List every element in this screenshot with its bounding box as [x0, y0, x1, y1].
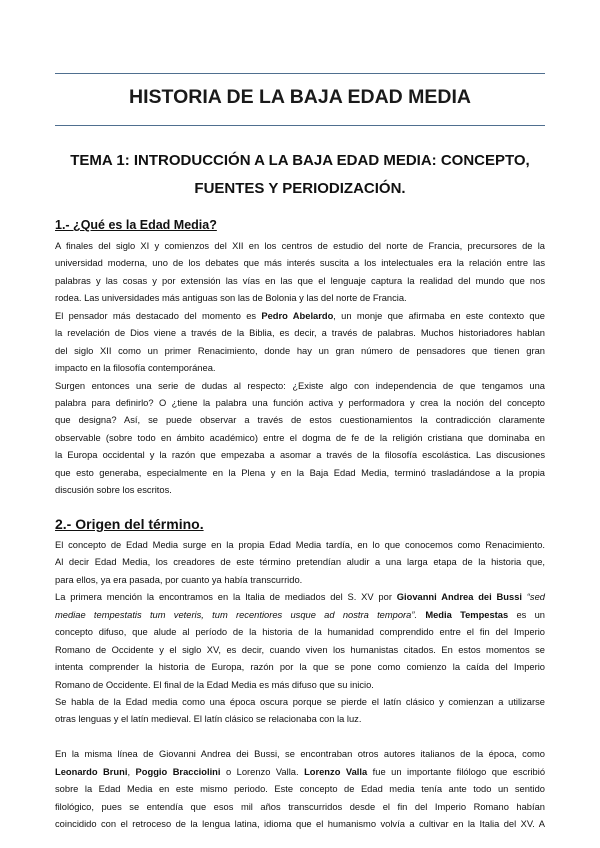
bold-text: Pedro Abelardo: [261, 310, 334, 321]
text-line: [55, 537, 545, 554]
text-run: intenta comprender la historia de Europa, razón por la que se pone como comienzo la caída del Imperio: [55, 662, 545, 673]
text-line: [55, 554, 545, 571]
blank-line: [55, 729, 545, 746]
document-title: HISTORIA DE LA BAJA EDAD MEDIA: [129, 86, 471, 108]
text-line: [55, 378, 545, 395]
title-top-rule: [55, 73, 545, 74]
text-run: palabras y las cosas y por extensión las vías en las que el lenguaje captura la realidad del mundo que nos: [55, 275, 545, 286]
text-line: [55, 711, 545, 728]
text-line: [55, 589, 545, 606]
topic-title: [60, 147, 540, 203]
text-line: [55, 624, 545, 641]
bold-text: Media Tempestas: [425, 609, 509, 620]
text-line: [55, 781, 545, 798]
text-line: [55, 343, 545, 360]
text-run: Romano de Occidente. El final de la Edad Media es más difuso que su inicio.: [55, 679, 374, 690]
italic-text: “sed: [521, 592, 545, 603]
paragraph: [55, 308, 545, 378]
text-line: [55, 764, 545, 781]
text-line: [55, 677, 545, 694]
text-run: , un monje que afirmaba en este contexto que: [333, 310, 545, 321]
text-line: [55, 412, 545, 429]
bold-text: Giovanni Andrea dei Bussi: [396, 592, 522, 603]
text-run: observable (sobre todo en ámbito académico) entre el dogma de fe de la religión cristiana que dominaba en: [55, 432, 545, 443]
paragraph: [55, 378, 545, 500]
text-run: Al decir Edad Media, los creadores de este término pretendían aludir a una larga etapa de la historia que,: [55, 557, 545, 568]
text-run: concepto difuso, que alude al período de la historia de la humanidad comprendido entre el fin del Imperio: [55, 627, 545, 638]
text-run: que esto generaba, especialmente en la Plena y en la Baja Edad Media, terminó trasladándose a la propia: [55, 467, 545, 478]
text-run: la Europa occidental y la razón que empezaba a asomar a través de la filosofía escolástica. Las discusiones: [55, 450, 545, 461]
section-body-1: [55, 238, 545, 500]
text-line: [55, 255, 545, 272]
text-run: palabra para definirlo? O ¿tiene la palabra una función activa y performadora y crea la noción del concepto: [55, 397, 545, 408]
text-line: [55, 447, 545, 464]
text-run: universidad moderna, uno de los debates que más interés suscita a los intelectuales era la relación entre las: [55, 258, 545, 269]
text-line: [55, 482, 545, 499]
paragraph: [55, 537, 545, 589]
text-run: otras lenguas y el latín medieval. El latín clásico se relacionaba con la luz.: [55, 714, 362, 725]
bold-text: Poggio Bracciolini: [135, 766, 221, 777]
title-bottom-rule: [55, 125, 545, 126]
text-line: [55, 816, 545, 833]
topic-title-line: TEMA 1: INTRODUCCIÓN A LA BAJA EDAD MEDIA: CONCEPTO,: [70, 152, 530, 169]
paragraph: [55, 746, 545, 833]
text-line: [55, 290, 545, 307]
text-line: [55, 430, 545, 447]
italic-text: mediae tempestatis tum veteris, tum recentiores usque ad nostra tempora”.: [55, 609, 418, 620]
text-run: es un: [508, 609, 545, 620]
bold-text: Lorenzo Valla: [304, 766, 368, 777]
text-run: sobre la Edad Media en este mismo periodo. Este concepto de Edad media tenía ante todo un sentido: [55, 784, 545, 795]
text-line: [55, 273, 545, 290]
text-run: discusión sobre los escritos.: [55, 485, 172, 496]
text-run: El pensador más destacado del momento es: [55, 310, 262, 321]
text-run: El concepto de Edad Media surge en la propia Edad Media tardía, en lo que conocemos como Renacimiento.: [55, 540, 545, 550]
text-line: [55, 746, 545, 763]
text-run: La primera mención la encontramos en la Italia de mediados del S. XV por: [55, 592, 397, 603]
section-body-2: [55, 537, 545, 833]
text-run: En la misma línea de Giovanni Andrea dei Bussi, se encontraban otros autores italianos de la época, como: [55, 749, 545, 760]
text-line: [55, 659, 545, 676]
text-line: [55, 465, 545, 482]
text-run: impacto en la filosofía contemporánea.: [55, 363, 216, 374]
text-run: rodea. Las universidades más antiguas son las de Bolonia y las del norte de Francia.: [55, 293, 407, 304]
text-run: que designa? Así, se puede observar a través de estos cuestionamientos la contradicción claramente: [55, 415, 545, 426]
text-run: Surgen entonces una serie de dudas al respecto: ¿Existe algo con independencia de que tengamos una: [55, 380, 545, 391]
text-line: [55, 642, 545, 659]
text-run: para ellos, ya era pasada, por cuanto ya había transcurrido.: [55, 574, 303, 585]
text-line: [55, 360, 545, 377]
text-run: ,: [127, 766, 136, 777]
text-run: Romano de Occidente y el siglo XV, es decir, cuando viven los humanistas citados. En estos momentos se: [55, 644, 545, 655]
paragraph: [55, 694, 545, 729]
bold-text: Leonardo Bruni: [55, 766, 128, 777]
text-run: A finales del siglo XI y comienzos del XII en los centros de estudio del norte de Francia, precursores de la: [55, 241, 545, 251]
text-line: [55, 238, 545, 255]
text-line: [55, 325, 545, 342]
text-line: [55, 799, 545, 816]
text-run: filológico, pues se entendía que esos mil años transcurridos desde el fin del Imperio Romano habían: [55, 801, 545, 812]
paragraph: [55, 589, 545, 694]
text-line: [55, 572, 545, 589]
text-line: [55, 308, 545, 325]
section-heading-2: 2.- Origen del término.: [55, 516, 204, 532]
text-line: [55, 607, 545, 624]
paragraph: [55, 238, 545, 308]
text-run: coincidido con el retroceso de la lengua latina, idioma que el humanismo volvía a cultivar en la Italia del XV. A: [55, 819, 545, 829]
text-line: [55, 395, 545, 412]
text-run: Se habla de la Edad media como una época oscura porque se pierde el latín clásico y comienzan a utilizarse: [55, 696, 545, 707]
text-run: fue un importante filólogo que escribió: [367, 766, 546, 777]
section-heading-1: 1.- ¿Qué es la Edad Media?: [55, 218, 217, 232]
text-run: o Lorenzo Valla.: [220, 766, 305, 777]
text-run: la revelación de Dios viene a través de la Biblia, es decir, a través de palabras. Muchos historiadores hablan: [55, 328, 545, 339]
text-line: [55, 694, 545, 711]
topic-title-line: FUENTES Y PERIODIZACIÓN.: [194, 180, 406, 197]
text-run: del siglo XII como un primer Renacimiento, donde hay un gran número de pensadores que tienen gran: [55, 345, 545, 356]
